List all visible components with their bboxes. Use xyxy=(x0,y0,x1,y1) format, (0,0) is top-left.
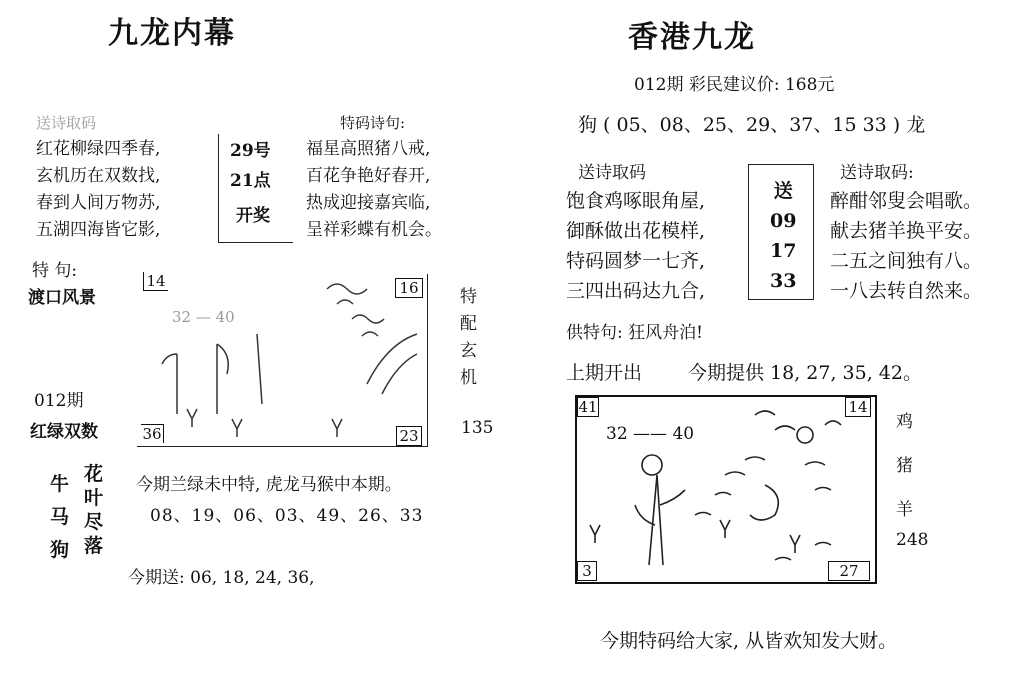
flower-char: 叶 xyxy=(84,487,104,509)
send-number: 33 xyxy=(770,270,797,292)
poem-line: 特码圆梦一七齐, xyxy=(566,250,706,272)
flower-char: 尽 xyxy=(84,511,104,533)
flower-column xyxy=(84,462,103,558)
sketch-text: 32 —— 40 xyxy=(606,424,695,444)
poem-line: 三四出码达九合, xyxy=(566,280,706,302)
right-poem-left xyxy=(566,186,705,306)
left-side-number: 135 xyxy=(461,418,494,438)
flower-char: 花 xyxy=(84,463,104,485)
send-number: 09 xyxy=(770,210,797,232)
te-ju-label: 特 句: xyxy=(32,261,78,281)
send-label: 送 xyxy=(773,180,793,202)
left-side-vertical xyxy=(460,284,477,392)
poem-line: 一八去转自然来。 xyxy=(830,280,983,302)
send-number: 17 xyxy=(770,240,797,262)
side-char: 猪 xyxy=(896,456,913,476)
animals-column xyxy=(50,468,69,567)
flower-char: 落 xyxy=(84,535,104,557)
left-title: 九龙内幕 xyxy=(108,16,236,51)
side-char: 机 xyxy=(460,368,477,388)
poem-line: 春到人间万物苏, xyxy=(36,193,161,213)
left-line2: 08、19、06、03、49、26、33 xyxy=(150,506,424,526)
animal: 牛 xyxy=(50,473,70,495)
left-poem-header-right: 特码诗句: xyxy=(340,114,406,132)
poem-line: 饱食鸡啄眼角屋, xyxy=(566,190,706,212)
left-issue: 012期 xyxy=(34,391,84,411)
corner-top-left: 41 xyxy=(578,398,598,416)
right-footer: 今期特码给大家, 从皆欢知发大财。 xyxy=(600,630,898,652)
poem-line: 五湖四海皆它影, xyxy=(36,220,161,240)
poem-line: 二五之间独有八。 xyxy=(830,250,983,272)
right-title: 香港九龙 xyxy=(628,20,756,55)
left-poem-right xyxy=(306,136,442,244)
poem-line: 红花柳绿四季春, xyxy=(36,139,161,159)
corner-top-left: 14 xyxy=(143,272,168,291)
poem-line: 献去猪羊换平安。 xyxy=(830,220,983,242)
draw-label: 开奖 xyxy=(236,206,270,226)
left-poem-header: 送诗取码 xyxy=(36,114,97,132)
poem-line: 玄机历在双数找, xyxy=(36,166,161,186)
right-poem-right xyxy=(830,186,982,306)
right-center-numbers xyxy=(770,176,796,296)
side-char: 特 xyxy=(460,287,477,307)
poem-line: 呈祥彩蝶有机会。 xyxy=(306,220,442,240)
side-char: 鸡 xyxy=(896,412,913,432)
side-char: 配 xyxy=(460,314,477,334)
right-issue-line: 012期 彩民建议价: 168元 xyxy=(634,75,835,95)
gong-te-line: 供特句: 狂风舟泊! xyxy=(566,323,703,343)
poem-line: 热成迎接嘉宾临, xyxy=(306,193,431,213)
scene-label: 渡口风景 xyxy=(28,288,96,308)
corner-bottom-left: 3 xyxy=(577,561,597,581)
left-line1: 今期兰绿未中特, 虎龙马猴中本期。 xyxy=(136,475,402,495)
last-issue-label: 上期开出 xyxy=(566,362,643,384)
poem-line: 醉酣邻叟会唱歌。 xyxy=(830,190,983,212)
left-poem-left xyxy=(36,136,160,244)
sketch-text: 32 — 40 xyxy=(172,308,235,326)
dog-dragon-line: 狗 ( 05、08、25、29、37、15 33 ) 龙 xyxy=(578,114,926,136)
animal: 马 xyxy=(50,506,70,528)
poem-line: 御酥做出花模样, xyxy=(566,220,706,242)
sketch-drawing xyxy=(575,395,877,584)
right-header-left: 送诗取码 xyxy=(578,163,646,183)
corner-bottom-right: 27 xyxy=(828,561,870,581)
draw-time: 21点 xyxy=(230,171,271,191)
right-side-vertical xyxy=(896,400,913,532)
hong-lv-label: 红绿双数 xyxy=(30,422,98,442)
poem-line: 百花争艳好春开, xyxy=(306,166,431,186)
sketch-drawing xyxy=(137,274,427,446)
corner-bottom-left: 36 xyxy=(141,424,164,443)
corner-top-right: 14 xyxy=(845,397,871,417)
right-header-right: 送诗取码: xyxy=(840,163,914,183)
draw-number: 29号 xyxy=(230,141,271,161)
side-char: 羊 xyxy=(896,500,913,520)
corner-bottom-right: 23 xyxy=(396,426,422,446)
this-issue-line: 今期提供 18, 27, 35, 42。 xyxy=(688,362,922,384)
animal: 狗 xyxy=(50,539,70,561)
poem-line: 福星高照猪八戒, xyxy=(306,139,431,159)
side-char: 玄 xyxy=(460,341,477,361)
right-side-number: 248 xyxy=(896,530,929,550)
corner-top-right: 16 xyxy=(395,278,423,298)
left-line3: 今期送: 06, 18, 24, 36, xyxy=(128,568,315,588)
